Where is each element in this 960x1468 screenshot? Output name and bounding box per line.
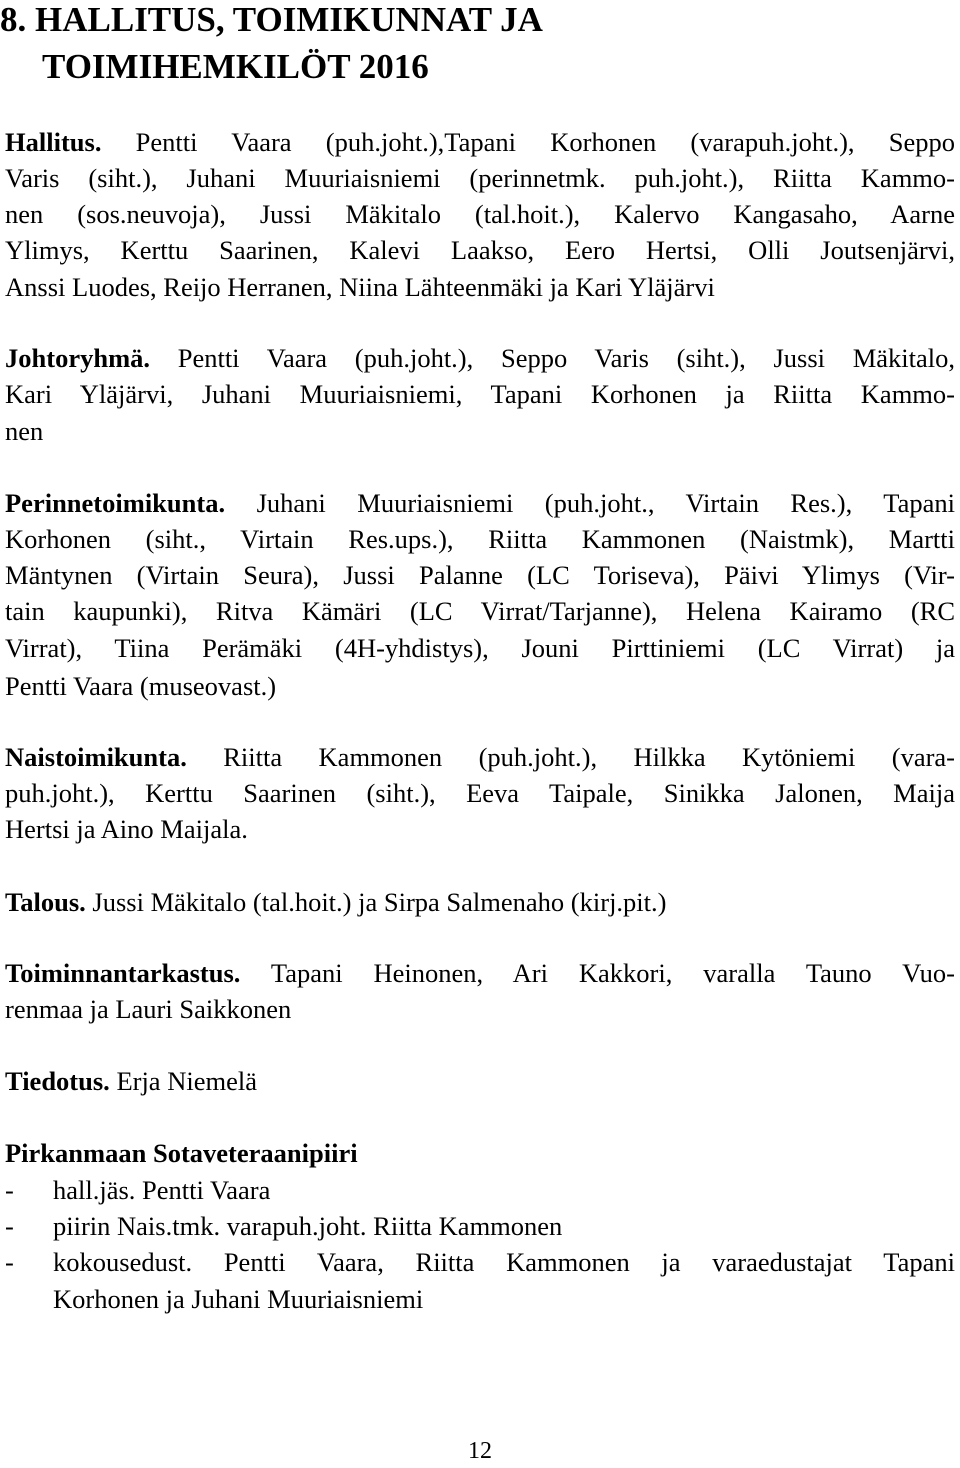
list-item: Korhonen ja Juhani Muuriaisniemi [53,1284,424,1314]
text: nen [5,416,44,446]
text-line [5,991,955,1027]
text: Pentti Vaara (museovast.) [5,671,277,701]
text-line [5,413,955,449]
title-line: TOIMIHEMKILÖT 2016 [42,47,429,86]
paragraph-heading: Hallitus. [5,127,102,157]
text-line [5,160,955,196]
text: Jussi Mäkitalo (tal.hoit.) ja Sirpa Salmenaho (kirj.pit.) [85,887,667,917]
text: tain kaupunki), Ritva Kämäri (LC Virrat/Tarjanne), Helena Kairamo (RC [5,596,955,626]
list-item: hall.jäs. Pentti Vaara [53,1175,271,1205]
text-line [5,668,955,704]
list-bullet: - [5,1175,14,1205]
text-line [5,196,955,232]
paragraph-heading: Talous. [5,887,86,917]
text: puh.joht.), Kerttu Saarinen (siht.), Eeva Taipale, Sinikka Jalonen, Maija [5,778,955,808]
text: Ylimys, Kerttu Saarinen, Kalevi Laakso, Eero Hertsi, Olli Joutsenjärvi, [5,235,955,265]
text-line [5,955,955,991]
list-item: piirin Nais.tmk. varapuh.joht. Riitta Kammonen [53,1211,563,1241]
text: Kari Yläjärvi, Juhani Muuriaisniemi, Tapani Korhonen ja Riitta Kammo- [5,379,955,409]
list-item: kokousedust. Pentti Vaara, Riitta Kammonen ja varaedustajat Tapani [53,1247,955,1277]
text-line [5,739,955,775]
title-line: 8. HALLITUS, TOIMIKUNNAT JA [0,0,543,39]
text-line [5,269,955,305]
paragraph-heading: Tiedotus. [5,1066,110,1096]
text-line [5,775,955,811]
paragraph-heading: Toiminnantarkastus. [5,958,241,988]
text: Hertsi ja Aino Maijala. [5,814,248,844]
text: Anssi Luodes, Reijo Herranen, Niina Lähteenmäki ja Kari Yläjärvi [5,272,715,302]
text: Korhonen (siht., Virtain Res.ups.), Riitta Kammonen (Naistmk), Martti [5,524,955,554]
paragraph-heading: Naistoimikunta. [5,742,187,772]
text-line [5,521,955,557]
text: Mäntynen (Virtain Seura), Jussi Palanne (LC Toriseva), Päivi Ylimys (Vir- [5,560,955,590]
text-line [5,811,955,847]
page-number: 12 [468,1438,492,1464]
text: renmaa ja Lauri Saikkonen [5,994,292,1024]
text-line [5,884,955,920]
list-bullet: - [5,1211,14,1241]
text-line [5,1063,955,1099]
text: Riitta Kammonen (puh.joht.), Hilkka Kytöniemi (vara- [186,742,955,772]
text-line [5,340,955,376]
text-line [5,376,955,412]
text-line [5,124,955,160]
text: Pentti Vaara (puh.joht.), Seppo Varis (siht.), Jussi Mäkitalo, [150,343,955,373]
list-bullet: - [5,1247,14,1277]
paragraph-heading: Johtoryhmä. [5,343,151,373]
text: Tapani Heinonen, Ari Kakkori, varalla Tauno Vuo- [240,958,955,988]
text: Juhani Muuriaisniemi (puh.joht., Virtain Res.), Tapani [225,488,955,518]
text: Pentti Vaara (puh.joht.),Tapani Korhonen (varapuh.joht.), Seppo [101,127,955,157]
paragraph-heading: Perinnetoimikunta. [5,488,226,518]
text: Erja Niemelä [109,1066,257,1096]
text-line [5,232,955,268]
section-heading: Pirkanmaan Sotaveteraanipiiri [5,1138,358,1168]
text: Virrat), Tiina Perämäki (4H-yhdistys), Jouni Pirttiniemi (LC Virrat) ja [5,633,955,663]
text-line [5,485,955,521]
text: Varis (siht.), Juhani Muuriaisniemi (perinnetmk. puh.joht.), Riitta Kammo- [5,163,955,193]
text-line [5,593,955,629]
text-line [5,630,955,666]
text-line [5,557,955,593]
text: nen (sos.neuvoja), Jussi Mäkitalo (tal.hoit.), Kalervo Kangasaho, Aarne [5,199,955,229]
